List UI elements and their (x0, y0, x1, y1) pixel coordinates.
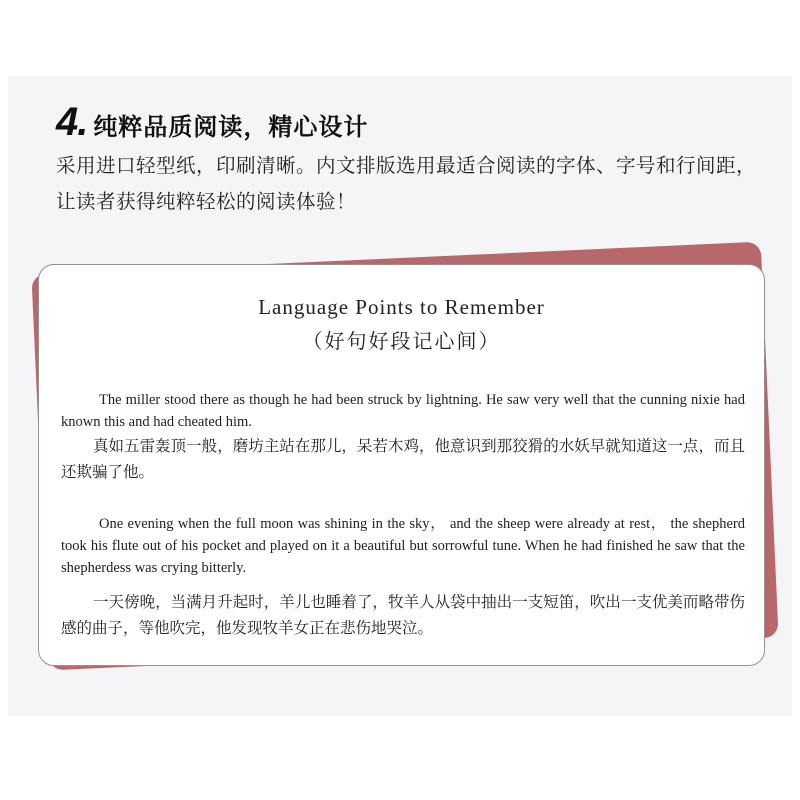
paragraph-english: One evening when the full moon was shining in the sky， and the sheep were already at rest， the shepherd took his flute out of his pocket and played on it a beautiful but sorrowful tune. When he had finished he saw that the shepherdess was crying bitterly. (61, 516, 745, 576)
intro-text: 采用进口轻型纸，印刷清晰。内文排版选用最适合阅读的字体、字号和行间距，让读者获得纯粹轻松的阅读体验！ (56, 154, 757, 213)
card-title: Language Points to Remember (258, 295, 545, 319)
sample-page-card (38, 264, 765, 666)
section-heading (56, 100, 368, 144)
paragraph-chinese: 真如五雷轰顶一般，磨坊主站在那儿，呆若木鸡，他意识到那狡猾的水妖早就知道这一点，而且还欺骗了他。 (61, 437, 745, 481)
paragraph-chinese: 一天傍晚，当满月升起时，羊儿也睡着了，牧羊人从袋中抽出一支短笛，吹出一支优美而略带伤感的曲子，等他吹完，他发现牧羊女正在悲伤地哭泣。 (61, 593, 745, 637)
paragraph-english: The miller stood there as though he had been struck by lightning. He saw very well that the cunning nixie had known this and had cheated him. (61, 392, 745, 430)
section-number: 4. (56, 100, 88, 144)
section-title: 纯粹品质阅读，精心设计 (93, 113, 369, 141)
card-subtitle: （好句好段记心间） (302, 329, 501, 353)
